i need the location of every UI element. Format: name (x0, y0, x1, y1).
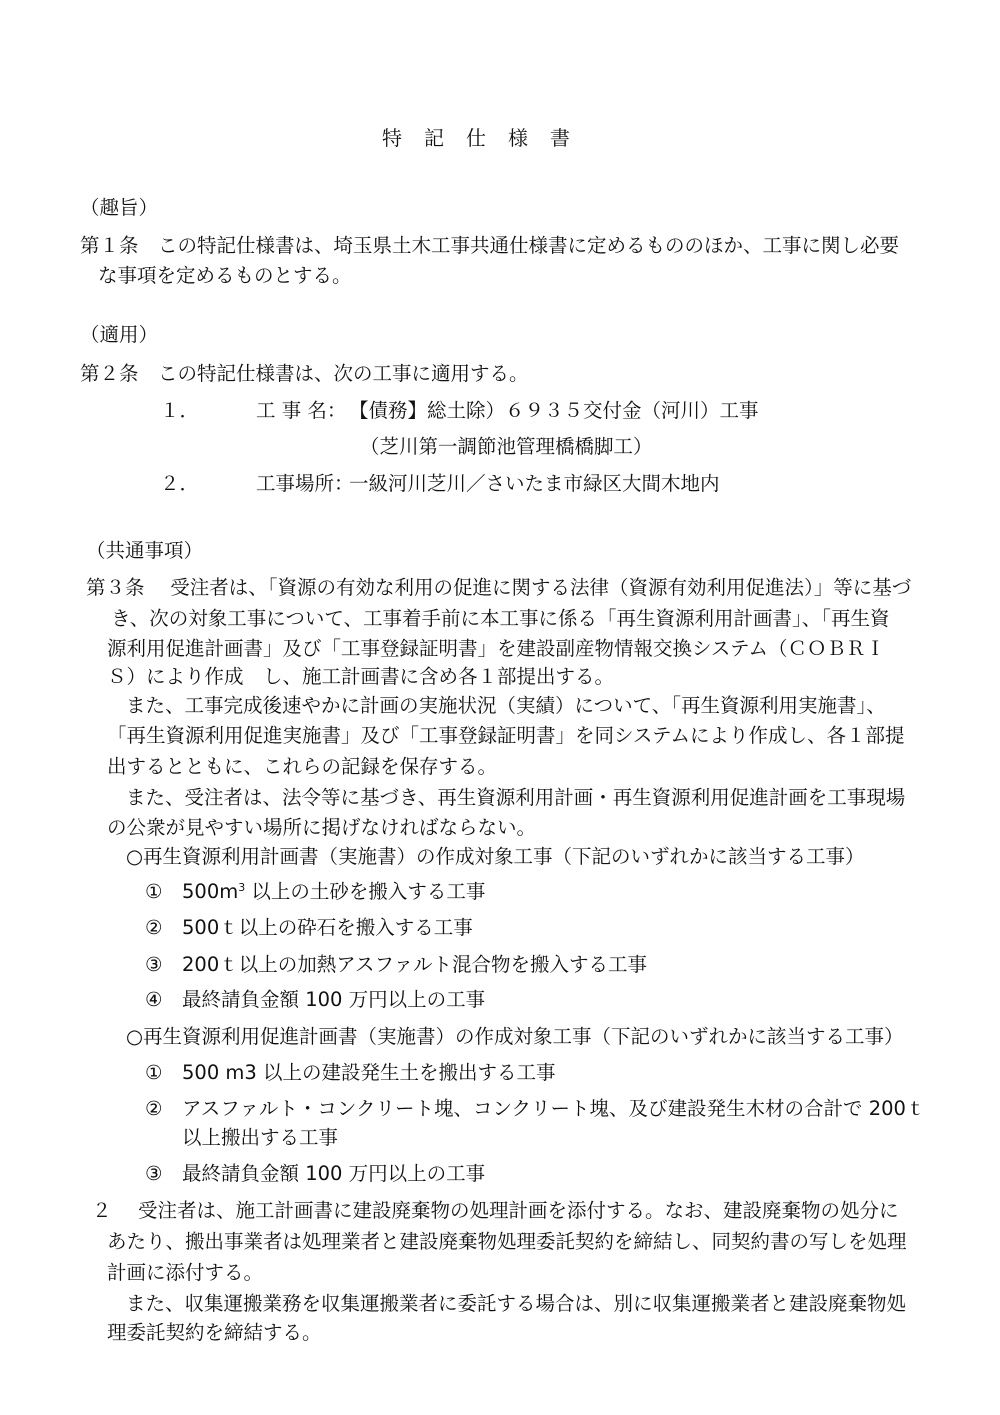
project-item-2-number: ２． (160, 472, 200, 495)
list-1-item-3-text: 200ｔ以上の加熱アスファルト混合物を搬入する工事 (182, 953, 648, 976)
list-2-item-3-number: ③ (145, 1162, 163, 1185)
clause-2-line-1: 受注者は、施工計画書に建設廃棄物の処理計画を添付する。なお、建設廃棄物の処分に (138, 1199, 899, 1222)
section-heading-kyotsu: （共通事項） (86, 539, 204, 562)
clause-2-line-3: 計画に添付する。 (107, 1261, 264, 1284)
list-1-item-2-text: 500ｔ以上の砕石を搬入する工事 (182, 916, 473, 939)
clause-2-number: ２ (92, 1199, 112, 1222)
list-2-item-2-text: アスファルト・コンクリート塊、コンクリート塊、及び建設発生木材の合計で 200ｔ (182, 1097, 926, 1120)
article-1-line-2: な事項を定めるものとする。 (98, 264, 352, 287)
list-2-heading: ○再生資源利用促進計画書（実施書）の作成対象工事（下記のいずれかに該当する工事） (126, 1025, 904, 1048)
list-2-item-1-text: 500 m3 以上の建設発生土を搬出する工事 (182, 1061, 556, 1084)
page-title: 特記仕様書 (382, 126, 592, 150)
list-2-item-2-text-continued: 以上搬出する工事 (182, 1126, 339, 1149)
article-3-line-4: Ｓ）により作成 し、施工計画書に含め各１部提出する。 (107, 665, 615, 688)
list-1-item-3-number: ③ (145, 953, 163, 976)
list-1-item-4-number: ④ (145, 988, 163, 1011)
clause-2-line-4: また、収集運搬業務を収集運搬業者に委託する場合は、別に収集運搬業者と建設廃棄物処 (126, 1292, 907, 1315)
project-item-1-number: １． (160, 399, 200, 422)
superscript-3: 3 (238, 881, 246, 894)
section-heading-shushi: （趣旨） (80, 196, 159, 219)
list-2-item-2-number: ② (145, 1097, 163, 1120)
project-name-value-continued: （芝川第一調節池管理橋橋脚工） (360, 435, 653, 458)
clause-2-line-2: あたり、搬出事業者は処理業者と建設廃棄物処理委託契約を締結し、同契約書の写しを処理 (107, 1230, 907, 1253)
article-3-para-2-line-2: 「再生資源利用促進実施書」及び「工事登録証明書」を同システムにより作成し、各１部提 (107, 724, 905, 747)
article-2-line-1: 第２条 この特記仕様書は、次の工事に適用する。 (80, 362, 529, 385)
article-3-para-2-line-1: また、工事完成後速やかに計画の実施状況（実績）について、「再生資源利用実施書」、 (126, 694, 886, 717)
list-2-item-1-number: ① (145, 1061, 163, 1084)
list-1-item-1-text: $500m^3$ 以上の土砂を搬入する工事 (182, 880, 486, 903)
article-3-para-3-line-1: また、受注者は、法令等に基づき、再生資源利用計画・再生資源利用促進計画を工事現場 (126, 786, 906, 809)
list-2-item-3-text: 最終請負金額 100 万円以上の工事 (182, 1162, 486, 1185)
project-name-label: 工 事 名： (256, 399, 347, 422)
clause-2-line-5: 理委託契約を締結する。 (107, 1321, 322, 1344)
article-3-line-1: 第３条 受注者は、「資源の有効な利用の促進に関する法律（資源有効利用促進法）」等に基づ (86, 576, 912, 599)
article-3-line-3: 源利用促進計画書」及び「工事登録証明書」を建設副産物情報交換システム（ＣＯＢＲＩ (107, 637, 886, 660)
list-1-item-4-text: 最終請負金額 100 万円以上の工事 (182, 988, 486, 1011)
project-location-label: 工事場所： (256, 472, 354, 495)
list-1-item-1-number: ① (145, 880, 163, 903)
article-1-line-1: 第１条 この特記仕様書は、埼玉県土木工事共通仕様書に定めるもののほか、工事に関し必要 (80, 234, 900, 257)
project-location-value: 一級河川芝川／さいたま市緑区大間木地内 (349, 472, 720, 495)
article-3-para-2-line-3: 出するとともに、これらの記録を保存する。 (107, 755, 498, 778)
article-3-para-3-line-2: の公衆が見やすい場所に掲げなければならない。 (107, 816, 537, 839)
article-3-line-2: き、次の対象工事について、工事着手前に本工事に係る「再生資源利用計画書」、「再生資 (111, 607, 890, 630)
section-heading-tekiyo: （適用） (80, 323, 159, 346)
project-name-value: 【債務】総土除）６９３５交付金（河川）工事 (349, 399, 759, 422)
list-1-heading: ○再生資源利用計画書（実施書）の作成対象工事（下記のいずれかに該当する工事） (126, 845, 865, 868)
list-1-item-2-number: ② (145, 916, 163, 939)
